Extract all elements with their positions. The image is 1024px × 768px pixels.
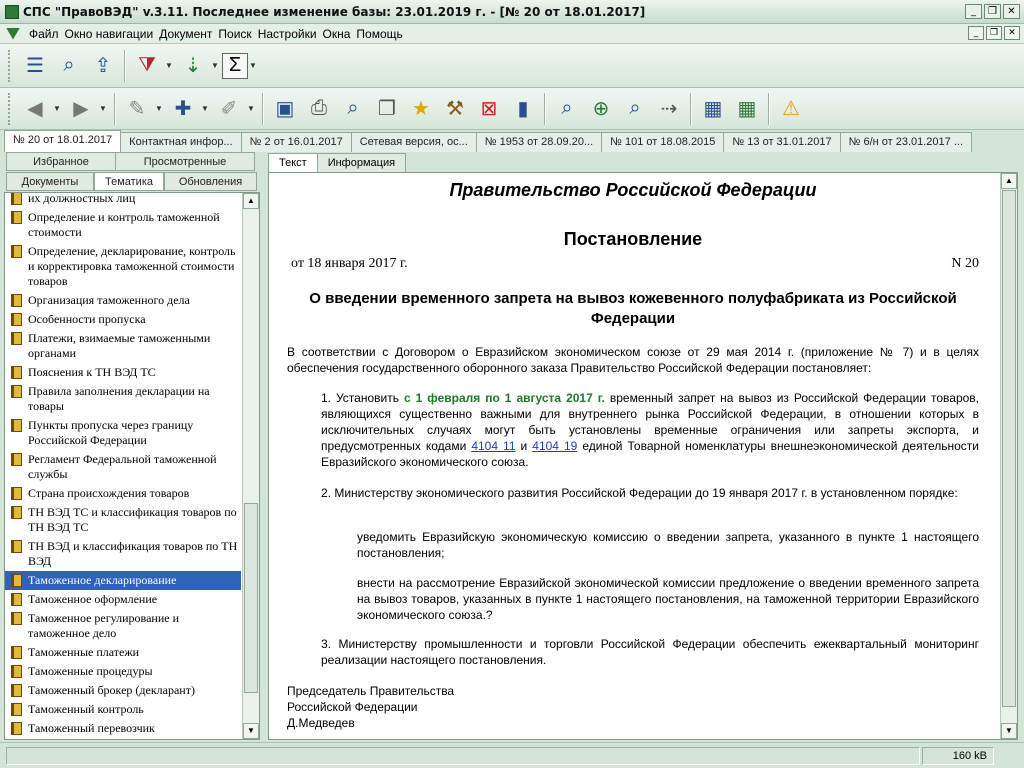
filter-dropdown-arrow[interactable]: ▼: [165, 61, 173, 70]
doc-tab-3[interactable]: Сетевая версия, ос...: [351, 132, 477, 152]
document-panel: [266, 152, 1020, 742]
document-tabs: [0, 130, 1024, 152]
signature-line-3: Д.Медведев: [287, 716, 355, 730]
doc-tab-1[interactable]: Контактная инфор...: [120, 132, 242, 152]
code-link-4104-19[interactable]: 4104 19: [532, 439, 578, 453]
doc-heading: О введении временного запрета на вывоз кожевенного полуфабриката из Российской Федерации: [309, 290, 957, 327]
tools-icon[interactable]: ⚒: [446, 98, 464, 120]
tree-item[interactable]: Таможенный брокер (декларант): [5, 681, 241, 700]
menu-windows[interactable]: Окна: [322, 26, 351, 41]
document-system-menu-icon[interactable]: [6, 28, 20, 40]
book-icon: [11, 453, 22, 466]
book-icon: [11, 612, 22, 625]
scroll-up-arrow[interactable]: ▲: [1001, 173, 1017, 189]
tab-documents[interactable]: Документы: [6, 172, 94, 191]
minimize-button[interactable]: _: [965, 4, 982, 19]
tree-item[interactable]: Таможенный перевозчик: [5, 719, 241, 738]
tab-text[interactable]: Текст: [268, 153, 318, 172]
tree-item[interactable]: Таможенный контроль: [5, 700, 241, 719]
title-bar: [0, 0, 1024, 24]
thematic-tree: [4, 192, 260, 740]
book-icon: [11, 211, 22, 224]
doc-type: Постановление: [563, 229, 703, 249]
scroll-down-arrow[interactable]: ▼: [1001, 723, 1017, 739]
paragraph-1: 1. Установить с 1 февраля по 1 августа 2017 г. временный запрет на вывоз из Российской Федерации товаров, являющихся существенно важными для внутреннего рынка Российской Федерации, в отношении которых в исключительных случаях могут быть установлены временные ограничения или запреты экспорта, и предусмотренных кодами 4104 11 и 4104 19 единой Товарной номенклатуры внешнеэкономической деятельности Евразийского экономического союза.: [321, 391, 979, 469]
doc-tab-4[interactable]: № 1953 от 28.09.20...: [476, 132, 602, 152]
back-dropdown-arrow[interactable]: ▼: [53, 104, 61, 113]
scroll-thumb[interactable]: [244, 503, 258, 693]
menu-settings[interactable]: Настройки: [257, 26, 317, 41]
doc-tab-0[interactable]: № 20 от 18.01.2017: [4, 130, 121, 152]
book-icon: [11, 540, 22, 553]
close-button[interactable]: ✕: [1003, 4, 1020, 19]
menu-bar: [0, 24, 1024, 44]
app-icon: [5, 5, 19, 19]
tree-item[interactable]: Определение, декларирование, контроль и корректировка таможенной стоимости товаров: [5, 242, 241, 291]
tree-item[interactable]: Таможенное регулирование и таможенное дело: [5, 609, 241, 643]
warning-icon[interactable]: ⚠: [782, 98, 800, 120]
book-icon: [11, 245, 22, 258]
tree-item[interactable]: Регламент Федеральной таможенной службы: [5, 450, 241, 484]
book-icon: [11, 665, 22, 678]
doc-restore-button[interactable]: ❐: [986, 26, 1002, 40]
eraser-dropdown-arrow[interactable]: ▼: [247, 104, 255, 113]
book-icon: [11, 366, 22, 379]
book-icon: [11, 385, 22, 398]
book-icon: [11, 593, 22, 606]
tree-search-icon[interactable]: ⌕: [63, 54, 75, 76]
status-message: [6, 747, 920, 765]
highlight-icon[interactable]: ✎: [128, 98, 146, 120]
tab-updates[interactable]: Обновления: [164, 172, 257, 191]
tab-viewed[interactable]: Просмотренные: [115, 152, 255, 171]
doc-number: N 20: [951, 256, 979, 271]
print-icon[interactable]: ⎙: [311, 97, 327, 119]
eraser-icon[interactable]: ✐: [220, 98, 238, 120]
tree-item[interactable]: Пояснения к ТН ВЭД ТС: [5, 363, 241, 382]
doc-tab-5[interactable]: № 101 от 18.08.2015: [601, 132, 724, 152]
signature-line-1: Председатель Правительства: [287, 684, 455, 698]
book-icon: [11, 332, 22, 345]
calendar-icon[interactable]: ▦: [703, 98, 723, 120]
tree-item[interactable]: Таможенные платежи: [5, 643, 241, 662]
filter-icon[interactable]: ⧩: [138, 54, 156, 76]
tree-export-icon[interactable]: ⇪: [94, 55, 112, 77]
tree-item[interactable]: Платежи, взимаемые таможенными органами: [5, 329, 241, 363]
doc-close-button[interactable]: ✕: [1004, 26, 1020, 40]
tree-item-selected[interactable]: Таможенное декларирование: [5, 571, 241, 590]
tab-thematic[interactable]: Тематика: [94, 172, 164, 191]
tree-item[interactable]: Таможенные процедуры: [5, 662, 241, 681]
toolbar-document: [0, 88, 1024, 130]
favorite-star-icon[interactable]: ★: [412, 98, 430, 120]
menu-nav-window[interactable]: Окно навигации: [64, 26, 154, 41]
menu-file[interactable]: Файл: [29, 26, 59, 41]
document-scrollbar[interactable]: [1000, 173, 1017, 739]
book-icon: [11, 722, 22, 735]
maximize-button[interactable]: ❐: [984, 4, 1001, 19]
status-size: 160 kB: [922, 747, 994, 765]
doc-minimize-button[interactable]: _: [968, 26, 984, 40]
book-icon: [11, 574, 22, 587]
doc-tab-7[interactable]: № 6/н от 23.01.2017 ...: [840, 132, 972, 152]
book-icon: [11, 646, 22, 659]
tree-scrollbar[interactable]: [242, 193, 259, 739]
doc-tab-6[interactable]: № 13 от 31.01.2017: [723, 132, 840, 152]
sum-icon[interactable]: Σ: [222, 53, 248, 79]
toolbar-navigation: [0, 44, 1024, 88]
paragraph-2b: внести на рассмотрение Евразийской экономической комиссии предложение о введении временного запрета на вывоз товаров, указанных в пункте 1 настоящего постановления, на таможенной территории Евразийского экономического союза.?: [357, 576, 979, 622]
tree-list-icon[interactable]: ☰: [26, 55, 44, 77]
tree-item[interactable]: Определение и контроль таможенной стоимости: [5, 208, 241, 242]
preview-icon[interactable]: ⌕: [347, 97, 359, 119]
bookmark-add-icon[interactable]: ✚: [174, 98, 192, 120]
copy-icon[interactable]: ❐: [378, 98, 396, 120]
toolbar-grip[interactable]: [8, 50, 12, 82]
back-icon[interactable]: ◀: [27, 98, 43, 120]
bookmark-dropdown-arrow[interactable]: ▼: [201, 104, 209, 113]
scroll-down-arrow[interactable]: ▼: [243, 723, 259, 739]
menu-document[interactable]: Документ: [159, 26, 213, 41]
document-view: [268, 172, 1018, 740]
signature-line-2: Российской Федерации: [287, 700, 418, 714]
tree-item[interactable]: Таможенное оформление: [5, 590, 241, 609]
navigation-panel: [2, 152, 264, 742]
book-icon: [11, 684, 22, 697]
scroll-up-arrow[interactable]: ▲: [243, 193, 259, 209]
paragraph-2: 2. Министерству экономического развития Российской Федерации до 19 января 2017 г. в установленном порядке:: [321, 486, 958, 500]
toolbar-grip[interactable]: [8, 93, 12, 125]
book-icon: [11, 313, 22, 326]
paragraph-3: 3. Министерству промышленности и торговли Российской Федерации обеспечить ежеквартальный мониторинг реализации настоящего постановления.: [321, 637, 979, 667]
book-icon: [11, 506, 22, 519]
table-calendar-icon[interactable]: ▦: [737, 98, 757, 120]
code-link-4104-11[interactable]: 4104 11: [471, 439, 516, 453]
status-bar: [0, 742, 1024, 768]
forward-icon[interactable]: ▶: [73, 98, 89, 120]
search-text-icon[interactable]: ⌕: [629, 97, 641, 119]
scroll-thumb[interactable]: [1002, 190, 1016, 707]
tree-item[interactable]: Организация таможенного дела: [5, 291, 241, 310]
book-icon: [11, 294, 22, 307]
tab-favorites[interactable]: Избранное: [6, 152, 116, 171]
book-icon: [11, 419, 22, 432]
gov-title: Правительство Российской Федерации: [449, 180, 817, 200]
highlight-dropdown-arrow[interactable]: ▼: [155, 104, 163, 113]
book-icon: [11, 487, 22, 500]
tree-item[interactable]: Страна происхождения товаров: [5, 484, 241, 503]
menu-search[interactable]: Поиск: [218, 26, 252, 41]
sort-icon[interactable]: ⇣: [184, 55, 202, 77]
search-next-icon[interactable]: ⇢: [660, 98, 678, 120]
tree-item[interactable]: их должностных лиц: [5, 192, 241, 208]
tree-item[interactable]: Правила заполнения декларации на товары: [5, 382, 241, 416]
menu-help[interactable]: Помощь: [356, 26, 403, 41]
close-doc-window-icon[interactable]: ⊠: [480, 98, 498, 120]
book-icon: [11, 703, 22, 716]
forward-dropdown-arrow[interactable]: ▼: [99, 104, 107, 113]
book-icon: [11, 192, 22, 205]
tab-info[interactable]: Информация: [317, 153, 406, 172]
save-icon[interactable]: ▣: [275, 98, 295, 120]
find-add-icon[interactable]: ⊕: [592, 98, 610, 120]
tree-item[interactable]: ТН ВЭД ТС и классификация товаров по ТН ВЭД ТС: [5, 503, 241, 537]
sort-dropdown-arrow[interactable]: ▼: [211, 61, 219, 70]
sum-dropdown-arrow[interactable]: ▼: [249, 61, 257, 70]
tree-item[interactable]: Особенности пропуска: [5, 310, 241, 329]
window-title: СПС "ПравоВЭД" v.3.11. Последнее изменение базы: 23.01.2019 г. - [№ 20 от 18.01.2017]: [23, 4, 646, 19]
doc-tab-2[interactable]: № 2 от 16.01.2017: [241, 132, 352, 152]
paragraph-2a: уведомить Евразийскую экономическую комиссию о введении запрета, указанного в пункте 1 настоящего постановления;: [357, 530, 979, 560]
doc-date: от 18 января 2017 г.: [291, 256, 408, 271]
intro-paragraph: В соответствии с Договором о Евразийском экономическом союзе от 29 мая 2014 г. (приложение № 7) и в целях обеспечения государственного оборонного заказа Правительство Российской Федерации постановляет:: [287, 345, 979, 375]
exit-door-icon[interactable]: ▮: [517, 98, 529, 120]
tree-item[interactable]: Пункты пропуска через границу Российской Федерации: [5, 416, 241, 450]
tree-item[interactable]: ТН ВЭД и классификация товаров по ТН ВЭД: [5, 537, 241, 571]
find-docs-icon[interactable]: ⌕: [561, 97, 573, 119]
